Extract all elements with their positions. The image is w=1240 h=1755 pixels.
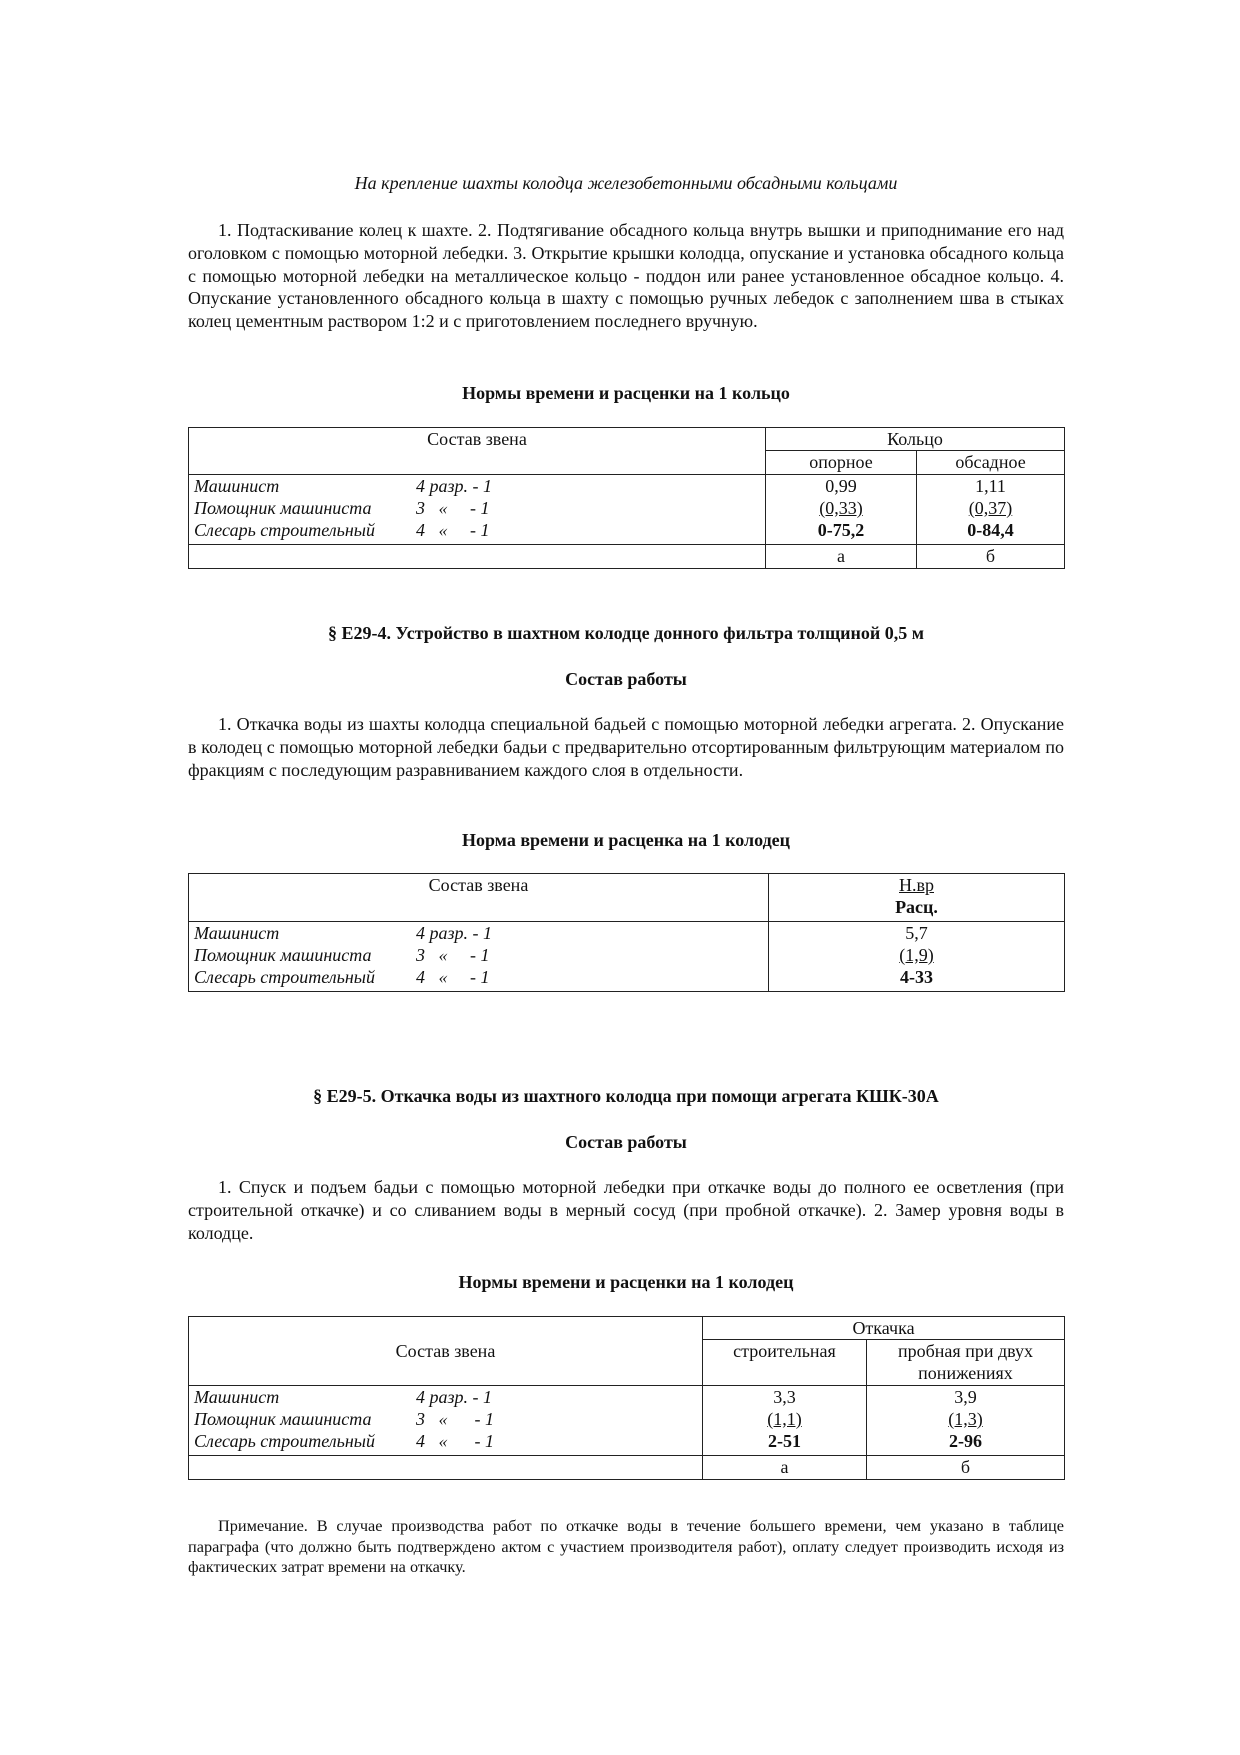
sub-header-support: опорное — [766, 451, 917, 475]
price: 2-51 — [768, 1431, 801, 1451]
column-letter-a: а — [703, 1456, 867, 1480]
section2-work-title: Состав работы — [565, 669, 687, 689]
worker-row: Машинист 4 разр. - 1 — [194, 923, 493, 943]
section2-heading: § Е29-4. Устройство в шахтном колодце донного фильтра толщиной 0,5 м — [327, 623, 925, 643]
pumping-group-header: Откачка — [703, 1317, 1065, 1340]
worker-row: Помощник машиниста 3 « - 1 — [194, 945, 490, 965]
crew-header: Состав звена — [189, 874, 769, 922]
machine-time: (0,33) — [819, 498, 863, 518]
empty-cell — [189, 1456, 703, 1480]
worker-row: Машинист 4 разр. - 1 — [194, 1387, 493, 1407]
crew-list — [189, 1386, 703, 1456]
machine-time: (0,37) — [968, 498, 1013, 518]
section1-norm-table — [188, 427, 1065, 569]
machine-time: (1,1) — [767, 1409, 802, 1429]
sub-header-trial: пробная при двух понижениях — [867, 1340, 1065, 1386]
time-norm: 0,99 — [825, 476, 857, 496]
section3-work-title: Состав работы — [565, 1132, 687, 1152]
column-letter-a: а — [766, 545, 917, 569]
price: 4-33 — [900, 967, 933, 987]
section2-paragraph: 1. Откачка воды из шахты колодца специальной бадьей с помощью моторной лебедки агрегата. 2. Опускание в колодец с помощью моторной лебедки бадьи с предварительно отсортированным фильтрующим материалом по фракциям с последующим разравниванием каждого слоя в отдельности. — [188, 714, 1064, 780]
time-norm: 3,3 — [773, 1387, 796, 1407]
crew-list — [189, 922, 769, 992]
crew-header: Состав звена — [189, 1317, 703, 1386]
time-norm: 3,9 — [954, 1387, 977, 1407]
value-cell-a — [766, 475, 917, 545]
section2-norm-table — [188, 873, 1065, 992]
sub-header-construction: строительная — [703, 1340, 867, 1386]
section3-norm-table — [188, 1316, 1065, 1480]
section1-table-title: Нормы времени и расценки на 1 кольцо — [462, 383, 790, 403]
time-norm: 5,7 — [905, 923, 928, 943]
section2-table-title: Норма времени и расценка на 1 колодец — [461, 830, 791, 850]
worker-row: Помощник машиниста 3 « - 1 — [194, 498, 490, 518]
value-cell-a — [703, 1386, 867, 1456]
section3-note: Примечание. В случае производства работ по откачке воды в течение большего времени, чем указано в таблице параграфа (что должно быть подтверждено актом с участием производителя работ), оплату следует производить исходя из фактических затрат времени на откачку. — [188, 1516, 1064, 1576]
value-cell-b — [867, 1386, 1065, 1456]
machine-time: (1,3) — [948, 1409, 983, 1429]
section3-paragraph: 1. Спуск и подъем бадьи с помощью моторной лебедки при откачке воды до полного ее осветления (при строительной откачке) и со сливанием воды в мерный сосуд (при пробной откачке). 2. Замер уровня воды в колодце. — [188, 1177, 1064, 1243]
section3-heading: § Е29-5. Откачка воды из шахтного колодца при помощи агрегата КШК-30А — [313, 1086, 939, 1106]
machine-time: (1,9) — [899, 945, 934, 965]
time-norm: 1,11 — [975, 476, 1006, 496]
price: 2-96 — [949, 1431, 982, 1451]
value-cell — [769, 922, 1065, 992]
section1-subtitle: На крепление шахты колодца железобетонными обсадными кольцами — [354, 173, 898, 193]
column-letter-b: б — [917, 545, 1065, 569]
worker-row: Слесарь строительный 4 « - 1 — [194, 1431, 494, 1451]
column-letter-b: б — [867, 1456, 1065, 1480]
crew-header: Состав звена — [189, 428, 766, 475]
time-norm-label: Н.вр — [899, 875, 934, 895]
empty-cell — [189, 545, 766, 569]
worker-row: Слесарь строительный 4 « - 1 — [194, 520, 490, 540]
value-cell-b — [917, 475, 1065, 545]
price: 0-84,4 — [967, 520, 1014, 540]
ring-group-header: Кольцо — [766, 428, 1065, 451]
section1-paragraph: 1. Подтаскивание колец к шахте. 2. Подтягивание обсадного кольца внутрь вышки и приподнимание его над оголовком с помощью моторной лебедки. 3. Открытие крышки колодца, опускание и установка обсадного кольца с помощью моторной лебедки на металлическое кольцо - поддон или ранее установленное обсадное кольцо. 4. Опускание установленного обсадного кольца в шахту с помощью ручных лебедок с заполнением шва в стыках колец цементным раствором 1:2 и с приготовлением последнего вручную. — [188, 220, 1064, 332]
section3-table-title: Нормы времени и расценки на 1 колодец — [458, 1272, 794, 1292]
crew-list — [189, 475, 766, 545]
sub-header-casing: обсадное — [917, 451, 1065, 475]
price: 0-75,2 — [817, 520, 865, 540]
worker-row: Помощник машиниста 3 « - 1 — [194, 1409, 494, 1429]
price-label: Расц. — [895, 897, 938, 917]
norm-header — [769, 874, 1065, 922]
worker-row: Слесарь строительный 4 « - 1 — [194, 967, 490, 987]
worker-row: Машинист 4 разр. - 1 — [194, 476, 493, 496]
